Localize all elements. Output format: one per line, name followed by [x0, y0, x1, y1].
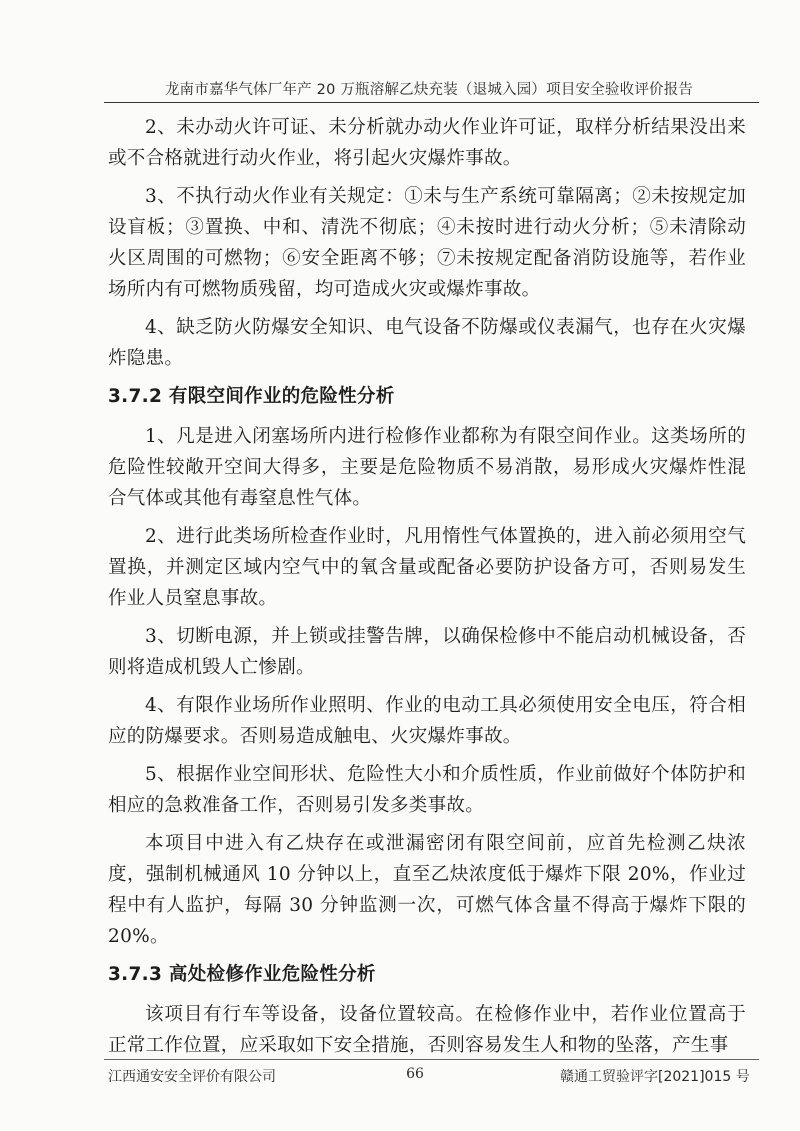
header-divider — [104, 102, 759, 103]
paragraph-hot-work-4: 4、缺乏防火防爆安全知识、电气设备不防爆或仪表漏气，也存在火灾爆炸隐患。 — [108, 317, 746, 369]
paragraph-confined-4: 4、有限作业场所作业照明、作业的电动工具必须使用安全电压，符合相应的防爆要求。否则易造成触电、火灾爆炸事故。 — [108, 695, 746, 747]
section-heading-3-7-3: 3.7.3 高处检修作业危险性分析 — [108, 964, 376, 985]
footer-divider — [104, 1059, 759, 1060]
footer-company: 江西通安安全评价有限公司 — [108, 1069, 276, 1085]
page-number: 66 — [406, 1066, 424, 1082]
page-header: 龙南市嘉华气体厂年产 20 万瓶溶解乙炔充装（退城入园）项目安全验收评价报告 — [164, 82, 694, 98]
paragraph-confined-1: 1、凡是进入闭塞场所内进行检修作业都称为有限空间作业。这类场所的危险性较敞开空间大得多，主要是危险物质不易消散，易形成火灾爆炸性混合气体或其他有毒窒息性气体。 — [108, 426, 746, 509]
paragraph-confined-5: 5、根据作业空间形状、危险性大小和介质性质，作业前做好个体防护和相应的急救准备工作，否则易引发多类事故。 — [108, 764, 746, 816]
document-body — [108, 112, 746, 1068]
paragraph-hot-work-2: 2、未办动火许可证、未分析就办动火作业许可证，取样分析结果没出来或不合格就进行动火作业，将引起火灾爆炸事故。 — [108, 117, 746, 169]
paragraph-confined-2: 2、进行此类场所检查作业时，凡用惰性气体置换的，进入前必须用空气置换，并测定区域内空气中的氧含量或配备必要防护设备方可，否则易发生作业人员窒息事故。 — [108, 526, 746, 609]
paragraph-confined-project: 本项目中进入有乙炔存在或泄漏密闭有限空间前，应首先检测乙炔浓度，强制机械通风 10 分钟以上，直至乙炔浓度低于爆炸下限 20%，作业过程中有人监护，每隔 30 分钟监测一次，可燃气体含量不得高于爆炸下限的 20%。 — [108, 833, 746, 947]
paragraph-confined-3: 3、切断电源，并上锁或挂警告牌，以确保检修中不能启动机械设备，否则将造成机毁人亡惨剧。 — [108, 626, 746, 678]
report-code: 赣通工贸验评字[2021]015 号 — [560, 1069, 750, 1085]
paragraph-hot-work-3: 3、不执行动火作业有关规定：①未与生产系统可靠隔离；②未按规定加设盲板；③置换、中和、清洗不彻底；④未按时进行动火分析；⑤未清除动火区周围的可燃物；⑥安全距离不够；⑦未按规定配备消防设施等，若作业场所内有可燃物质残留，均可造成火灾或爆炸事故。 — [108, 186, 746, 300]
paragraph-height-1: 该项目有行车等设备，设备位置较高。在检修作业中，若作业位置高于正常工作位置，应采取如下安全措施，否则容易发生人和物的坠落，产生事 — [108, 1004, 746, 1056]
section-heading-3-7-2: 3.7.2 有限空间作业的危险性分析 — [108, 386, 395, 407]
